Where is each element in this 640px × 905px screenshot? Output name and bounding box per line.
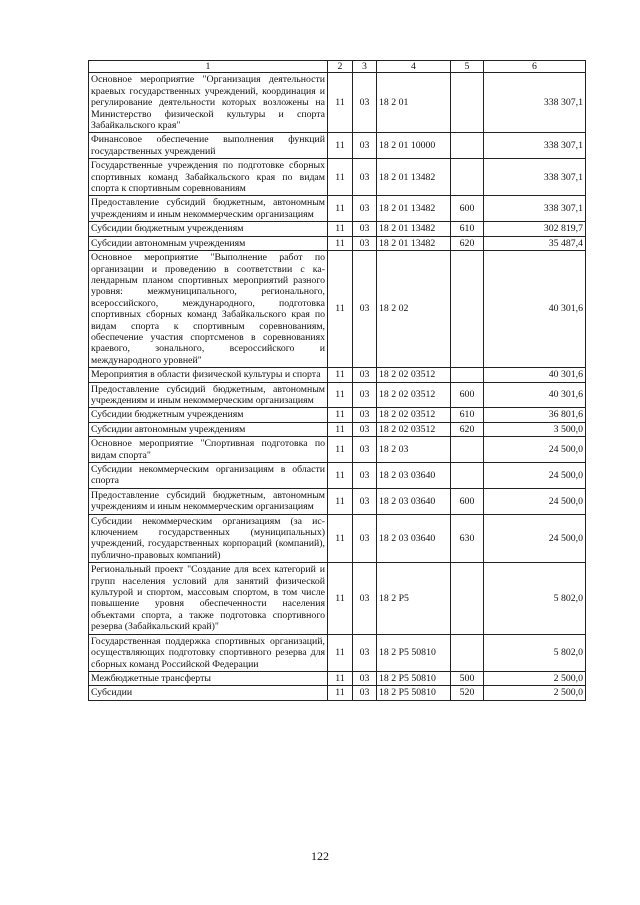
subsection-code-cell: 03 [353,408,377,422]
item-name-cell: Основное мероприятие "Организация деятельности краевых государственных учреждений, координация и регулирование деятельности которых возложены на Министерство физической культуры и спорта Забайкальского края" [89,73,328,133]
expense-type-cell [451,251,484,368]
subsection-code-cell: 03 [353,686,377,700]
section-code-cell: 11 [328,514,353,563]
section-code-cell: 11 [328,563,353,634]
target-article-cell: 18 2 02 03512 [377,368,451,382]
subsection-code-cell: 03 [353,382,377,408]
target-article-cell: 18 2 02 03512 [377,382,451,408]
section-code-cell: 11 [328,251,353,368]
column-header: 2 [328,61,353,73]
table-row [89,368,586,382]
column-header: 5 [451,61,484,73]
amount-cell: 2 500,0 [484,671,586,685]
item-name-cell: Субсидии некоммерческим организациям (за исключением государственных (муниципальных) учреждений, государственных корпораций (компаний), публично-правовых компаний) [89,514,328,563]
subsection-code-cell: 03 [353,133,377,159]
table-row [89,514,586,563]
expense-type-cell [451,563,484,634]
column-header: 1 [89,61,328,73]
target-article-cell: 18 2 01 13482 [377,222,451,236]
amount-cell: 24 500,0 [484,437,586,463]
section-code-cell: 11 [328,382,353,408]
column-header: 4 [377,61,451,73]
section-code-cell: 11 [328,408,353,422]
amount-cell: 302 819,7 [484,222,586,236]
target-article-cell: 18 2 01 13482 [377,236,451,250]
subsection-code-cell: 03 [353,634,377,671]
page-number: 122 [311,849,329,863]
expense-type-cell: 610 [451,222,484,236]
table-row [89,133,586,159]
amount-cell: 36 801,6 [484,408,586,422]
table-row [89,463,586,489]
target-article-cell: 18 2 02 03512 [377,422,451,436]
table-row [89,437,586,463]
section-code-cell: 11 [328,368,353,382]
expense-type-cell [451,133,484,159]
subsection-code-cell: 03 [353,222,377,236]
amount-cell: 24 500,0 [484,514,586,563]
table-row [89,222,586,236]
table-row [89,408,586,422]
amount-cell: 2 500,0 [484,686,586,700]
expense-type-cell [451,634,484,671]
expense-type-cell: 620 [451,236,484,250]
subsection-code-cell: 03 [353,437,377,463]
subsection-code-cell: 03 [353,422,377,436]
amount-cell: 24 500,0 [484,463,586,489]
budget-table [88,60,586,701]
section-code-cell: 11 [328,73,353,133]
item-name-cell: Субсидии [89,686,328,700]
table-row [89,251,586,368]
section-code-cell: 11 [328,634,353,671]
target-article-cell: 18 2 01 13482 [377,196,451,222]
subsection-code-cell: 03 [353,368,377,382]
subsection-code-cell: 03 [353,463,377,489]
section-code-cell: 11 [328,222,353,236]
subsection-code-cell: 03 [353,563,377,634]
target-article-cell: 18 2 03 03640 [377,514,451,563]
item-name-cell: Предоставление субсидий бюджетным, автономным учреждениям и иным некоммерческим организациям [89,488,328,514]
item-name-cell: Межбюджетные трансферты [89,671,328,685]
target-article-cell: 18 2 01 13482 [377,159,451,196]
column-header: 6 [484,61,586,73]
expense-type-cell: 620 [451,422,484,436]
column-header: 3 [353,61,377,73]
section-code-cell: 11 [328,488,353,514]
subsection-code-cell: 03 [353,514,377,563]
expense-type-cell: 600 [451,488,484,514]
target-article-cell: 18 2 03 03640 [377,488,451,514]
expense-type-cell: 600 [451,196,484,222]
expense-type-cell [451,463,484,489]
item-name-cell: Основное мероприятие "Спортивная подготовка по видам спорта" [89,437,328,463]
expense-type-cell: 630 [451,514,484,563]
item-name-cell: Основное мероприятие "Выполнение работ по организации и проведению в соответствии с календарным планом спортивных мероприятий разного уровня: межмуниципального, регионального, всероссийского, международного, подготовка спортивных сборных команд Забайкальского края по видам спорта к спортивным соревнованиям, обеспечение участия спортсменов в соревнованиях краевого, зонального, всероссийского и международного уровней" [89,251,328,368]
table-row [89,422,586,436]
expense-type-cell: 520 [451,686,484,700]
item-name-cell: Предоставление субсидий бюджетным, автономным учреждениям и иным некоммерческим организациям [89,382,328,408]
subsection-code-cell: 03 [353,196,377,222]
table-header-row [89,61,586,73]
target-article-cell: 18 2 03 03640 [377,463,451,489]
item-name-cell: Финансовое обеспечение выполнения функций государственных учреждений [89,133,328,159]
target-article-cell: 18 2 02 03512 [377,408,451,422]
amount-cell: 338 307,1 [484,196,586,222]
item-name-cell: Государственная поддержка спортивных организаций, осуществляющих подготовку спортивного резерва для сборных команд Российской Федерации [89,634,328,671]
section-code-cell: 11 [328,422,353,436]
expense-type-cell [451,159,484,196]
section-code-cell: 11 [328,236,353,250]
amount-cell: 24 500,0 [484,488,586,514]
expense-type-cell [451,437,484,463]
section-code-cell: 11 [328,686,353,700]
item-name-cell: Субсидии бюджетным учреждениям [89,222,328,236]
section-code-cell: 11 [328,196,353,222]
expense-type-cell [451,73,484,133]
amount-cell: 35 487,4 [484,236,586,250]
target-article-cell: 18 2 P5 50810 [377,671,451,685]
item-name-cell: Предоставление субсидий бюджетным, автономным учреждениям и иным некоммерческим организациям [89,196,328,222]
target-article-cell: 18 2 P5 [377,563,451,634]
subsection-code-cell: 03 [353,159,377,196]
amount-cell: 40 301,6 [484,382,586,408]
expense-type-cell: 600 [451,382,484,408]
target-article-cell: 18 2 01 [377,73,451,133]
subsection-code-cell: 03 [353,671,377,685]
amount-cell: 338 307,1 [484,133,586,159]
amount-cell: 3 500,0 [484,422,586,436]
item-name-cell: Субсидии некоммерческим организациям в области спорта [89,463,328,489]
item-name-cell: Региональный проект "Создание для всех категорий и групп населения условий для занятий физической культурой и спортом, массовым спортом, в том числе повышение уровня обеспеченности населения объектами спорта, а также подготовка спортивного резерва (Забайкальский край)" [89,563,328,634]
table-row [89,563,586,634]
target-article-cell: 18 2 02 [377,251,451,368]
section-code-cell: 11 [328,159,353,196]
table-row [89,196,586,222]
table-row [89,236,586,250]
table-row [89,634,586,671]
table-row [89,73,586,133]
target-article-cell: 18 2 P5 50810 [377,686,451,700]
item-name-cell: Субсидии автономным учреждениям [89,422,328,436]
subsection-code-cell: 03 [353,488,377,514]
table-row [89,671,586,685]
item-name-cell: Субсидии бюджетным учреждениям [89,408,328,422]
section-code-cell: 11 [328,133,353,159]
target-article-cell: 18 2 P5 50810 [377,634,451,671]
subsection-code-cell: 03 [353,236,377,250]
table-row [89,686,586,700]
amount-cell: 5 802,0 [484,634,586,671]
expense-type-cell [451,368,484,382]
item-name-cell: Государственные учреждения по подготовке сборных спортивных команд Забайкальского края по видам спорта к спортивным соревнованиям [89,159,328,196]
expense-type-cell: 500 [451,671,484,685]
subsection-code-cell: 03 [353,251,377,368]
expense-type-cell: 610 [451,408,484,422]
table-row [89,488,586,514]
amount-cell: 5 802,0 [484,563,586,634]
amount-cell: 40 301,6 [484,251,586,368]
amount-cell: 338 307,1 [484,73,586,133]
target-article-cell: 18 2 03 [377,437,451,463]
item-name-cell: Субсидии автономным учреждениям [89,236,328,250]
section-code-cell: 11 [328,463,353,489]
item-name-cell: Мероприятия в области физической культуры и спорта [89,368,328,382]
section-code-cell: 11 [328,671,353,685]
amount-cell: 338 307,1 [484,159,586,196]
table-row [89,159,586,196]
table-row [89,382,586,408]
subsection-code-cell: 03 [353,73,377,133]
section-code-cell: 11 [328,437,353,463]
amount-cell: 40 301,6 [484,368,586,382]
target-article-cell: 18 2 01 10000 [377,133,451,159]
